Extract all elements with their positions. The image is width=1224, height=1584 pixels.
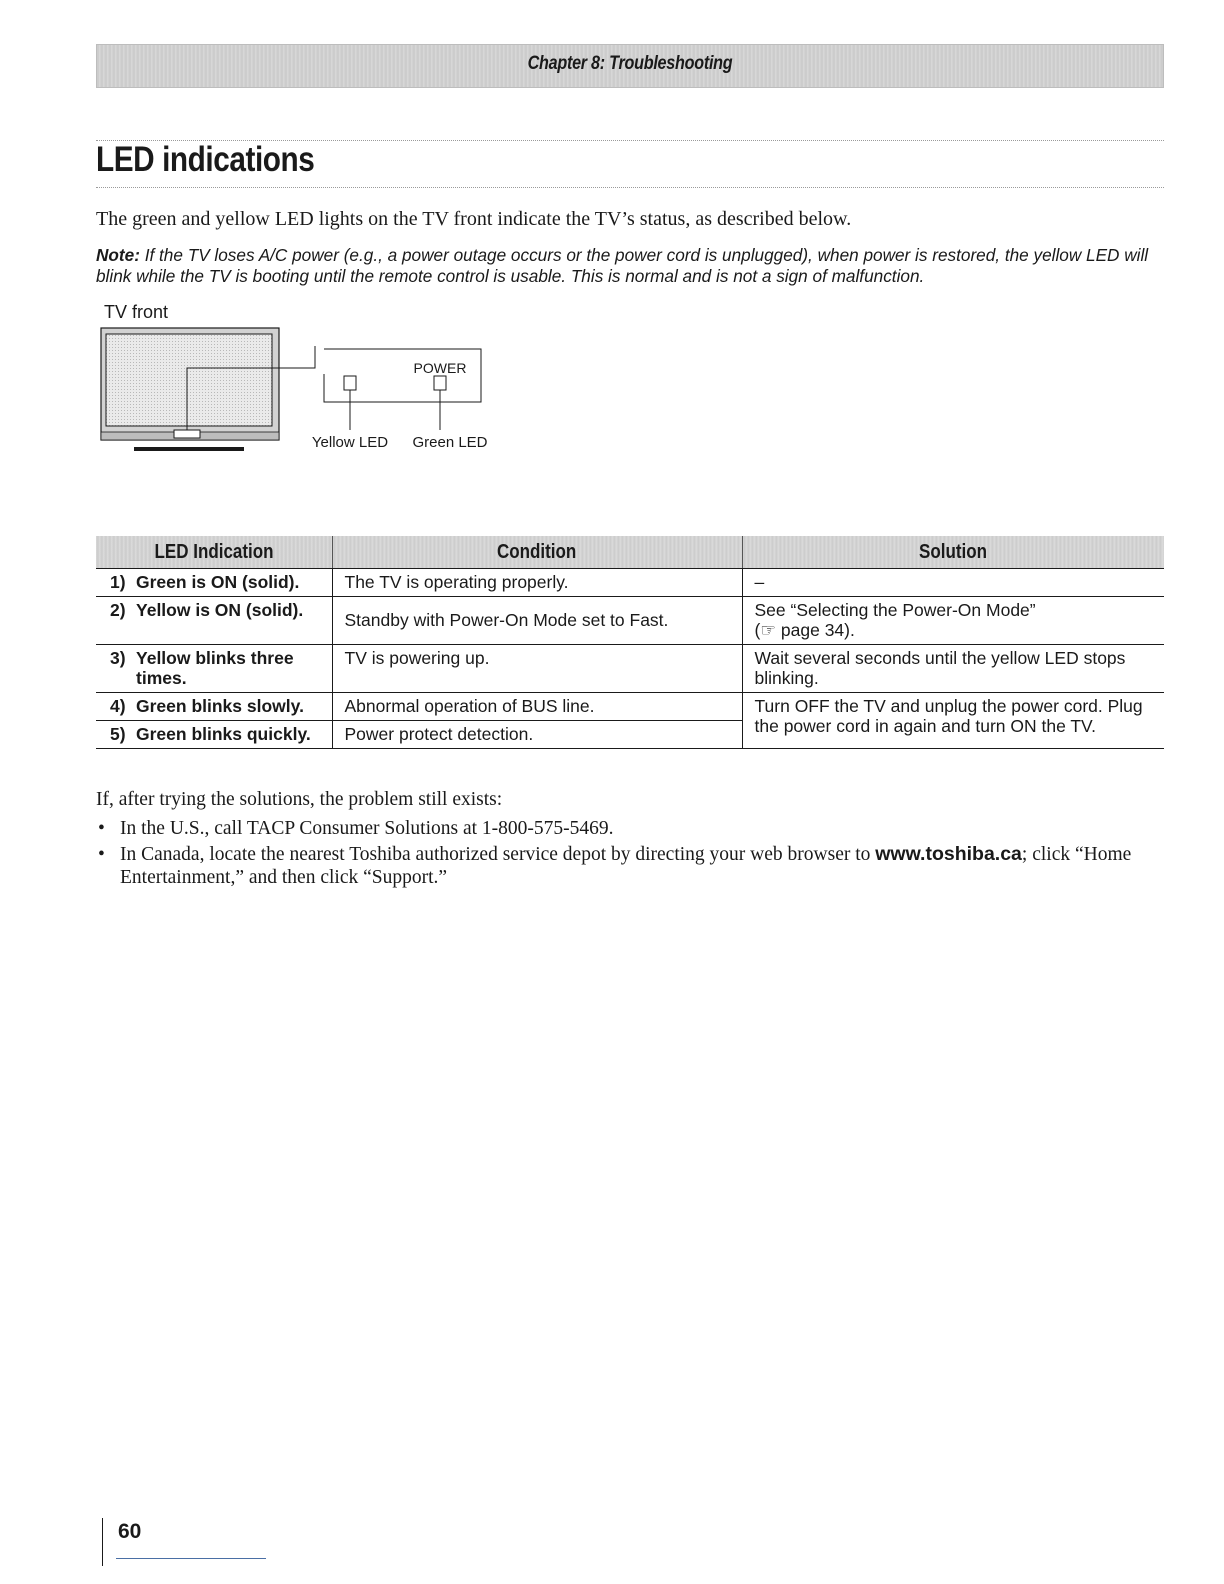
title-bottom-rule: [96, 187, 1164, 188]
led-indication-cell: 1) Green is ON (solid).: [96, 569, 332, 597]
led-indication-cell: 2) Yellow is ON (solid).: [96, 597, 332, 645]
table-row: [96, 693, 1164, 721]
intro-text: The green and yellow LED lights on the TV front indicate the TV’s status, as described below.: [96, 208, 852, 230]
note: [96, 245, 1171, 287]
tv-outline: [101, 328, 279, 451]
follow-up-lead: If, after trying the solutions, the problem still exists:: [96, 789, 503, 810]
led-indication-cell: 4) Green blinks slowly.: [96, 693, 332, 721]
diagram-caption: TV front: [104, 302, 169, 322]
chapter-title: Chapter 8: Troubleshooting: [527, 53, 733, 74]
green-led-label: Green LED: [412, 434, 488, 451]
header-led-indication: LED Indication: [96, 536, 332, 569]
table-row: [96, 569, 1164, 597]
tv-front-diagram: [100, 326, 500, 460]
yellow-led-label: Yellow LED: [311, 434, 389, 451]
list-item: • In the U.S., call TACP Consumer Solutions at 1-800-575-5469.: [98, 818, 614, 839]
header-condition: Condition: [332, 536, 742, 569]
bullet-icon: •: [98, 844, 105, 865]
yellow-led-icon: [344, 376, 356, 430]
follow-up-section: [96, 789, 1166, 892]
note-label: Note:: [96, 245, 140, 265]
page-number-bar: [102, 1518, 103, 1566]
led-indication-table: [96, 536, 1164, 749]
condition-cell: Standby with Power-On Mode set to Fast.: [332, 597, 742, 645]
led-indication-cell: 5) Green blinks quickly.: [96, 721, 332, 749]
solution-cell: Wait several seconds until the yellow LED stops blinking.: [742, 645, 1164, 693]
list-item: • In Canada, locate the nearest Toshiba authorized service depot by directing your web browser to www.toshiba.ca; click “Home Entertainment,” and then click “Support.”: [98, 843, 1132, 888]
led-indication-cell: 3) Yellow blinks three times.: [96, 645, 332, 693]
note-text: If the TV loses A/C power (e.g., a power outage occurs or the power cord is unplugged), when power is restored, the yellow LED will blink while the TV is booting until the remote control is usable. This is normal and is not a sign of malfunction.: [96, 245, 1149, 286]
condition-cell: Power protect detection.: [332, 721, 742, 749]
green-led-icon: [434, 376, 446, 430]
solution-cell: See “Selecting the Power-On Mode” (☞ page 34).: [742, 597, 1164, 645]
table-row: [96, 597, 1164, 645]
page-footer-line: [116, 1558, 266, 1559]
page-number: 60: [118, 1520, 142, 1543]
chapter-header-bar: [96, 44, 1164, 88]
header-solution: Solution: [742, 536, 1164, 569]
table-header-row: [96, 536, 1164, 569]
page-title: LED indications: [96, 140, 315, 179]
power-label: POWER: [413, 360, 467, 376]
table-row: [96, 645, 1164, 693]
reference-hand-icon: ☞: [760, 620, 777, 640]
condition-cell: Abnormal operation of BUS line.: [332, 693, 742, 721]
solution-cell: –: [742, 569, 1164, 597]
condition-cell: The TV is operating properly.: [332, 569, 742, 597]
solution-cell: Turn OFF the TV and unplug the power cord. Plug the power cord in again and turn ON the TV.: [742, 693, 1164, 749]
condition-cell: TV is powering up.: [332, 645, 742, 693]
bullet-icon: •: [98, 818, 105, 839]
toshiba-url-link[interactable]: www.toshiba.ca: [875, 843, 1022, 865]
